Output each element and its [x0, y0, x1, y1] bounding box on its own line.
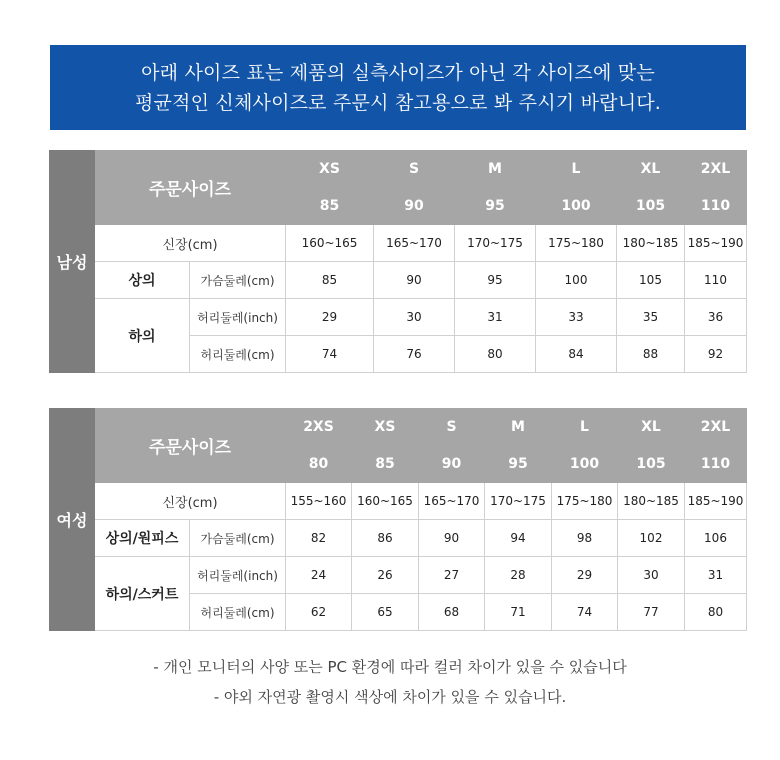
men-height-value: 185~190	[685, 225, 747, 262]
women-size-s: S	[419, 409, 485, 446]
men-size-l: L	[536, 151, 617, 188]
men-order-size: 95	[455, 188, 536, 225]
women-waist-inch-value: 26	[352, 557, 419, 594]
men-size-m: M	[455, 151, 536, 188]
women-size-table	[49, 408, 747, 631]
women-chest-value: 82	[286, 520, 352, 557]
men-waist-cm-label: 허리둘레(cm)	[190, 336, 286, 373]
women-order-size: 80	[286, 446, 352, 483]
men-order-size: 110	[685, 188, 747, 225]
men-height-value: 170~175	[455, 225, 536, 262]
men-waist-inch-row	[50, 299, 747, 336]
women-height-value: 180~185	[618, 483, 685, 520]
men-waist-inch-value: 35	[617, 299, 685, 336]
women-size-xl: XL	[618, 409, 685, 446]
men-order-size: 85	[286, 188, 374, 225]
notice-banner	[50, 45, 746, 130]
men-chest-value: 90	[374, 262, 455, 299]
women-chest-value: 90	[419, 520, 485, 557]
women-waist-cm-value: 65	[352, 594, 419, 631]
men-height-row	[50, 225, 747, 262]
women-size-xs: XS	[352, 409, 419, 446]
women-height-value: 175~180	[552, 483, 618, 520]
men-top-group-label: 상의	[95, 262, 190, 299]
women-size-l: L	[552, 409, 618, 446]
women-order-size-label: 주문사이즈	[95, 409, 286, 483]
men-height-value: 175~180	[536, 225, 617, 262]
women-waist-cm-value: 68	[419, 594, 485, 631]
men-height-value: 165~170	[374, 225, 455, 262]
women-waist-inch-row	[50, 557, 747, 594]
women-chest-value: 86	[352, 520, 419, 557]
men-height-label: 신장(cm)	[95, 225, 286, 262]
women-height-value: 155~160	[286, 483, 352, 520]
men-gender-label: 남성	[50, 151, 95, 373]
men-size-table	[49, 150, 747, 373]
women-waist-cm-value: 80	[685, 594, 747, 631]
men-waist-inch-label: 허리둘레(inch)	[190, 299, 286, 336]
men-waist-cm-value: 84	[536, 336, 617, 373]
women-waist-inch-value: 30	[618, 557, 685, 594]
women-chest-label: 가슴둘레(cm)	[190, 520, 286, 557]
women-order-size: 85	[352, 446, 419, 483]
women-height-value: 165~170	[419, 483, 485, 520]
men-order-size: 105	[617, 188, 685, 225]
men-chest-value: 100	[536, 262, 617, 299]
men-waist-cm-value: 92	[685, 336, 747, 373]
men-waist-inch-value: 33	[536, 299, 617, 336]
women-order-size: 100	[552, 446, 618, 483]
women-chest-value: 94	[485, 520, 552, 557]
men-waist-inch-value: 30	[374, 299, 455, 336]
women-height-value: 170~175	[485, 483, 552, 520]
men-waist-cm-value: 80	[455, 336, 536, 373]
women-height-value: 160~165	[352, 483, 419, 520]
women-waist-inch-value: 27	[419, 557, 485, 594]
women-waist-cm-value: 77	[618, 594, 685, 631]
men-chest-value: 105	[617, 262, 685, 299]
men-chest-value: 95	[455, 262, 536, 299]
women-height-row	[50, 483, 747, 520]
women-chest-value: 102	[618, 520, 685, 557]
women-size-2xs: 2XS	[286, 409, 352, 446]
men-waist-cm-value: 74	[286, 336, 374, 373]
notice-line-1: 아래 사이즈 표는 제품의 실측사이즈가 아닌 각 사이즈에 맞는	[141, 61, 655, 84]
men-order-size: 100	[536, 188, 617, 225]
women-order-size: 110	[685, 446, 747, 483]
women-gender-label: 여성	[50, 409, 95, 631]
men-chest-value: 110	[685, 262, 747, 299]
notes	[0, 652, 780, 712]
women-waist-cm-value: 74	[552, 594, 618, 631]
men-size-xs: XS	[286, 151, 374, 188]
men-size-2xl: 2XL	[685, 151, 747, 188]
women-order-size: 105	[618, 446, 685, 483]
men-height-value: 160~165	[286, 225, 374, 262]
women-height-label: 신장(cm)	[95, 483, 286, 520]
men-chest-value: 85	[286, 262, 374, 299]
women-waist-inch-value: 29	[552, 557, 618, 594]
women-size-m: M	[485, 409, 552, 446]
men-waist-cm-value: 76	[374, 336, 455, 373]
women-size-2xl: 2XL	[685, 409, 747, 446]
men-order-size-label: 주문사이즈	[95, 151, 286, 225]
notice-line-2: 평균적인 신체사이즈로 주문시 참고용으로 봐 주시기 바랍니다.	[134, 91, 662, 114]
women-waist-cm-value: 71	[485, 594, 552, 631]
note-monitor-color: - 개인 모니터의 사양 또는 PC 환경에 따라 컬러 차이가 있을 수 있습니다	[153, 658, 627, 676]
men-order-size: 90	[374, 188, 455, 225]
men-waist-inch-value: 31	[455, 299, 536, 336]
men-chest-row	[50, 262, 747, 299]
women-height-value: 185~190	[685, 483, 747, 520]
men-size-xl: XL	[617, 151, 685, 188]
women-waist-inch-value: 28	[485, 557, 552, 594]
men-chest-label: 가슴둘레(cm)	[190, 262, 286, 299]
women-order-size: 90	[419, 446, 485, 483]
women-chest-value: 106	[685, 520, 747, 557]
men-waist-cm-value: 88	[617, 336, 685, 373]
women-top-group-label: 상의/원피스	[95, 520, 190, 557]
women-waist-cm-label: 허리둘레(cm)	[190, 594, 286, 631]
men-bottom-group-label: 하의	[95, 299, 190, 373]
men-height-value: 180~185	[617, 225, 685, 262]
women-waist-inch-value: 31	[685, 557, 747, 594]
women-chest-row	[50, 520, 747, 557]
women-order-size: 95	[485, 446, 552, 483]
women-waist-inch-label: 허리둘레(inch)	[190, 557, 286, 594]
note-outdoor-light: - 야외 자연광 촬영시 색상에 차이가 있을 수 있습니다.	[213, 688, 567, 706]
women-bottom-group-label: 하의/스커트	[95, 557, 190, 631]
women-waist-inch-value: 24	[286, 557, 352, 594]
men-waist-inch-value: 36	[685, 299, 747, 336]
men-size-s: S	[374, 151, 455, 188]
women-waist-cm-value: 62	[286, 594, 352, 631]
men-waist-inch-value: 29	[286, 299, 374, 336]
women-chest-value: 98	[552, 520, 618, 557]
